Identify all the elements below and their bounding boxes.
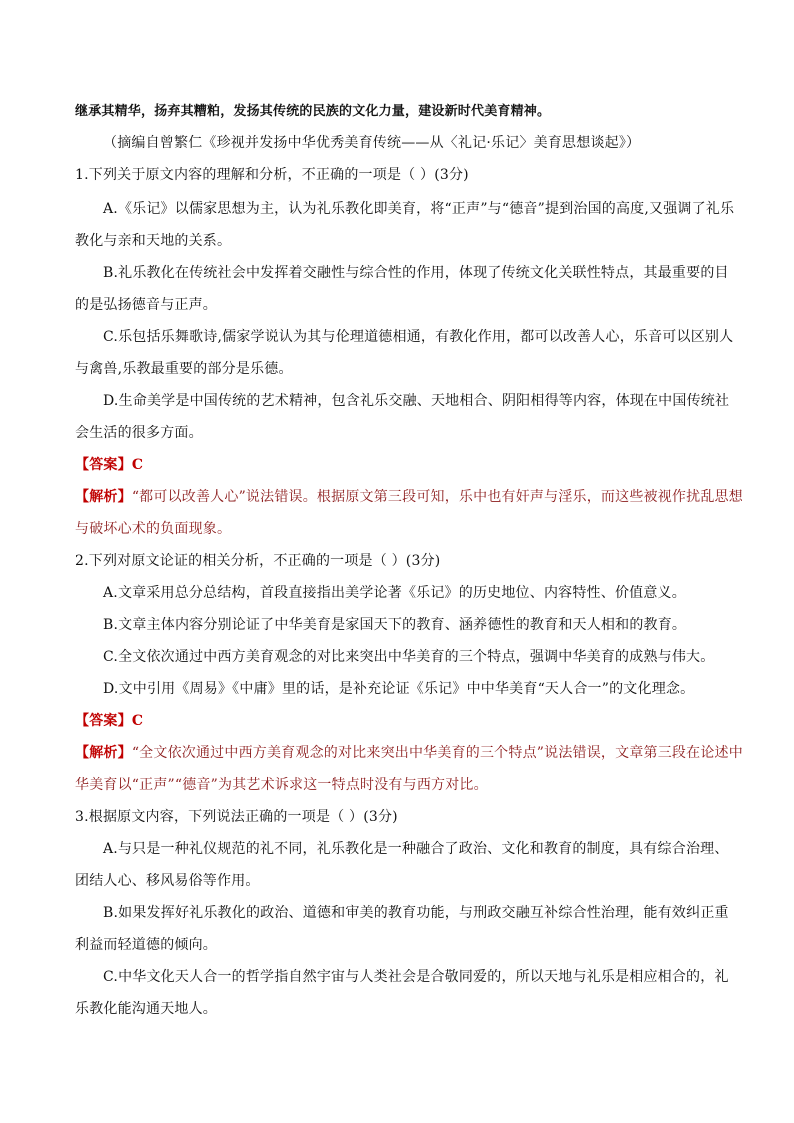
question-1-option-b: B.礼乐教化在传统社会中发挥着交融性与综合性的作用，体现了传统文化关联性特点，其最重要的目 — [103, 265, 729, 281]
analysis-text: “全文依次通过中西方美育观念的对比来突出中华美育的三个特点”说法错误，文章第三段在论述中 — [131, 745, 743, 761]
question-2-option-a: A.文章采用总分总结构，首段直接指出美学论著《乐记》的历史地位、内容特性、价值意义。 — [103, 585, 686, 601]
analysis-text: “都可以改善人心”说法错误。根据原文第三段可知，乐中也有奸声与淫乐，而这些被视作扰乱思想 — [131, 489, 743, 505]
question-1-answer — [75, 455, 143, 475]
question-2-option-b: B.文章主体内容分别论证了中华美育是家国天下的教育、涵养德性的教育和天人相和的教育。 — [103, 617, 687, 633]
question-2-analysis — [75, 743, 743, 763]
question-2-option-d: D.文中引用《周易》《中庸》里的话，是补充论证《乐记》中中华美育“天人合一”的文化理念。 — [103, 681, 695, 697]
question-1-option-d-cont: 会生活的很多方面。 — [75, 425, 203, 441]
answer-value: C — [131, 713, 144, 729]
answer-value: C — [131, 457, 144, 473]
analysis-tag: 【解析】 — [75, 745, 132, 761]
question-2-stem: 2.下列对原文论证的相关分析，不正确的一项是（ ）(3分) — [75, 553, 441, 569]
question-1-analysis-cont: 与破坏心术的负面现象。 — [75, 521, 232, 537]
answer-tag: 【答案】 — [75, 457, 132, 473]
question-3-option-b: B.如果发挥好礼乐教化的政治、道德和审美的教育功能，与刑政交融互补综合性治理，能有效纠正重 — [103, 905, 729, 921]
answer-tag: 【答案】 — [75, 713, 132, 729]
intro-line: 继承其精华，扬弃其糟粕，发扬其传统的民族的文化力量，建设新时代美育精神。 — [75, 104, 551, 119]
question-1-option-c-cont: 与禽兽,乐教最重要的部分是乐德。 — [75, 361, 293, 377]
analysis-tag: 【解析】 — [75, 489, 132, 505]
question-2-analysis-cont: 华美育以“正声”“德音”为其艺术诉求这一特点时没有与西方对比。 — [75, 777, 488, 793]
question-1-option-a: A.《乐记》以儒家思想为主，认为礼乐教化即美育，将“正声”与“德音”提到治国的高度,又强调了礼乐 — [103, 201, 735, 217]
question-3-option-a: A.与只是一种礼仪规范的礼不同，礼乐教化是一种融合了政治、文化和教育的制度，具有综合治理、 — [103, 841, 729, 857]
question-1-option-d: D.生命美学是中国传统的艺术精神，包含礼乐交融、天地相合、阴阳相得等内容，体现在中国传统社 — [103, 393, 730, 409]
source-citation: （摘编自曾繁仁《珍视并发扬中华优秀美育传统——从〈礼记·乐记〉美育思想谈起》） — [103, 135, 641, 151]
question-3-option-c: C.中华文化天人合一的哲学指自然宇宙与人类社会是合敬同爱的，所以天地与礼乐是相应相合的，礼 — [103, 969, 729, 985]
question-2-answer — [75, 711, 143, 731]
question-2-option-c: C.全文依次通过中西方美育观念的对比来突出中华美育的三个特点，强调中华美育的成熟与伟大。 — [103, 649, 715, 665]
question-1-option-c: C.乐包括乐舞歌诗,儒家学说认为其与伦理道德相通，有教化作用，都可以改善人心，乐音可以区别人 — [103, 329, 734, 345]
question-3-option-c-cont: 乐教化能沟通天地人。 — [75, 1001, 217, 1017]
question-3-stem: 3.根据原文内容，下列说法正确的一项是（ ）(3分) — [75, 809, 398, 825]
question-1-stem: 1.下列关于原文内容的理解和分析，不正确的一项是（ ）(3分) — [75, 167, 469, 183]
question-1-analysis — [75, 487, 743, 507]
question-3-option-b-cont: 利益而轻道德的倾向。 — [75, 937, 217, 953]
question-1-option-b-cont: 的是弘扬德音与正声。 — [75, 297, 217, 313]
question-3-option-a-cont: 团结人心、移风易俗等作用。 — [75, 873, 260, 889]
question-1-option-a-cont: 教化与亲和天地的关系。 — [75, 233, 232, 249]
